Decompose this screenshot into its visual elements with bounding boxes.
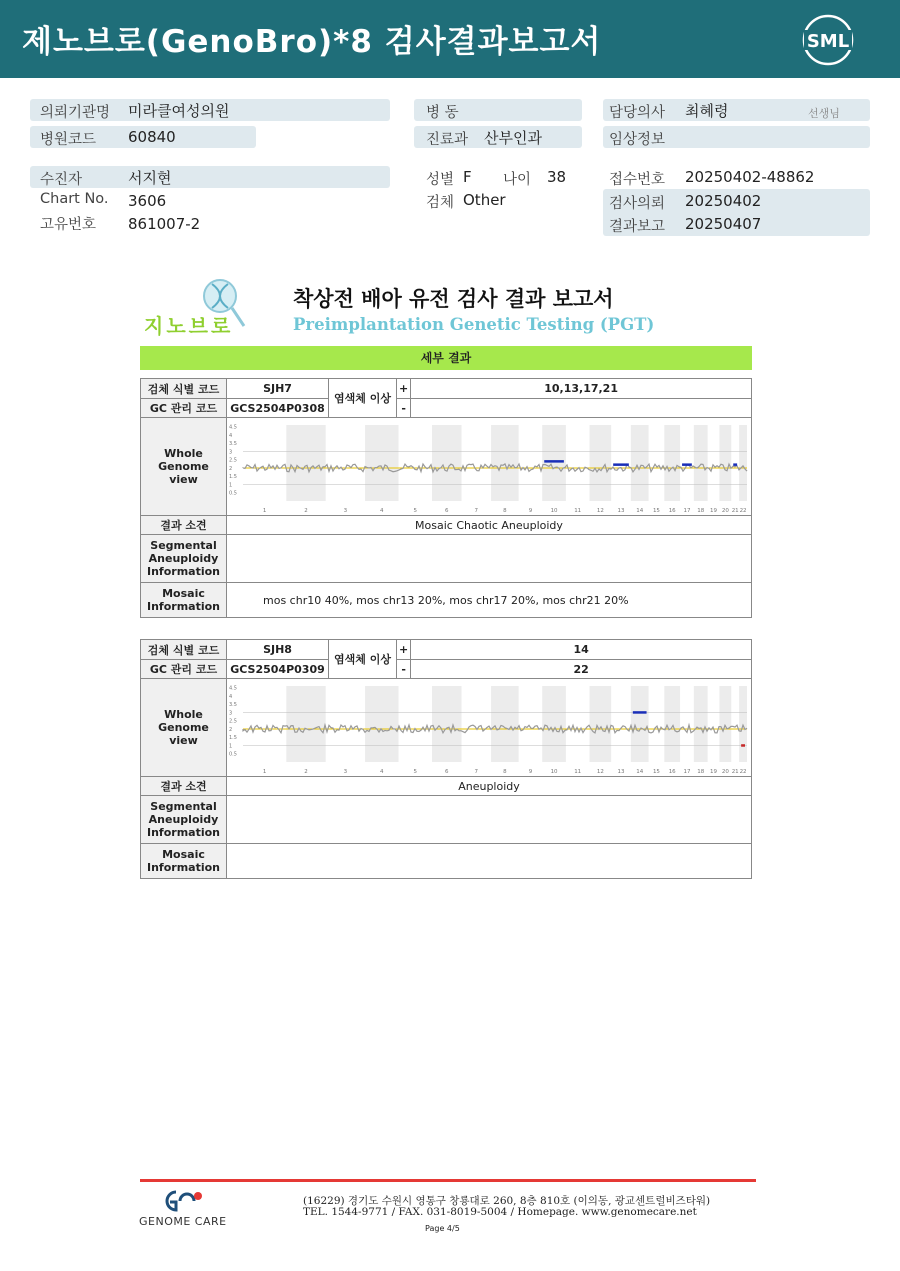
x-tick-label: 15 [652,507,660,514]
chromosome-band [365,686,398,762]
age-value: 38 [547,168,567,186]
x-tick-label: 1 [262,507,267,514]
result-row [141,516,752,535]
y-tick-label: 1.5 [229,473,237,480]
chromosome-band [491,425,519,501]
report-date-value: 20250407 [685,215,762,233]
chromosome-band [432,686,462,762]
sample-table-1 [140,378,752,618]
gc-code-value: GCS2504P0308 [227,399,329,418]
chromosome-band [694,686,708,762]
x-tick-label: 1 [262,768,267,775]
receipt-label: 접수번호 [609,172,666,188]
x-tick-label: 6 [445,507,449,514]
x-tick-label: 7 [474,507,479,514]
x-tick-label: 4 [380,507,384,514]
dept-label: 진료과 [426,132,469,148]
chromosome-band [664,686,680,762]
x-tick-label: 7 [474,768,479,775]
y-tick-label: 3 [229,709,233,716]
sex-value: F [463,168,472,186]
chrom-abn-label: 염색체 이상 [329,379,397,418]
gc-code-row [141,399,752,418]
genome-label: Whole Genome view [141,418,227,516]
y-tick-label: 2.5 [229,457,237,464]
genome-row [141,679,752,777]
sample-code-label: 검체 식별 코드 [141,640,227,660]
y-tick-label: 0.5 [229,751,237,758]
section-header: 세부 결과 [140,346,752,370]
x-tick-label: 20 [721,507,729,514]
x-tick-label: 10 [550,507,558,514]
report-title: 제노브로(GenoBro)*8 검사결과보고서 [22,24,602,60]
plus-label: + [397,640,411,660]
chromosome-band [286,425,325,501]
x-tick-label: 12 [596,507,604,514]
y-tick-label: 1.5 [229,734,237,741]
plus-value: 10,13,17,21 [411,379,752,399]
x-tick-label: 5 [413,768,418,775]
x-tick-label: 16 [668,768,676,775]
header-bar [0,0,900,78]
x-tick-label: 18 [697,507,705,514]
result-label: 결과 소견 [141,777,227,796]
chrom-abn-label: 염색체 이상 [329,640,397,679]
sml-logo-icon [800,12,856,68]
genome-plot-2 [227,680,751,776]
ward-label: 병 동 [426,105,459,121]
request-value: 20250402 [685,192,762,210]
mosaic-value [227,844,752,879]
y-tick-label: 1 [229,481,233,488]
name-box [30,166,390,188]
y-tick-label: 1 [229,742,233,749]
x-tick-label: 2 [304,768,308,775]
x-tick-label: 11 [574,507,582,514]
y-tick-label: 2 [229,726,233,733]
x-tick-label: 8 [503,768,507,775]
x-tick-label: 12 [596,768,604,775]
y-tick-label: 3 [229,448,233,455]
chromosome-band [491,686,519,762]
chromosome-band [739,425,747,501]
y-tick-label: 2 [229,465,233,472]
doctor-value: 최혜령 [685,102,729,120]
x-tick-label: 6 [445,768,449,775]
x-tick-label: 14 [636,768,644,775]
x-tick-label: 19 [710,768,718,775]
minus-label: - [397,660,411,679]
minus-label: - [397,399,411,418]
y-tick-label: 0.5 [229,490,237,497]
result-row [141,777,752,796]
x-tick-label: 4 [380,768,384,775]
x-tick-label: 13 [617,768,625,775]
plus-value: 14 [411,640,752,660]
x-tick-label: 21 [731,768,739,775]
chromosome-band [365,425,398,501]
x-tick-label: 8 [503,507,507,514]
y-tick-label: 3.5 [229,440,237,447]
report-subtitle: Preimplantation Genetic Testing (PGT) [293,315,655,334]
chromosome-band [542,425,566,501]
sample-code-value: SJH7 [227,379,329,399]
x-tick-label: 15 [652,768,660,775]
sample-table-2 [140,639,752,879]
x-tick-label: 13 [617,507,625,514]
genome-care-logo-icon [160,1188,206,1214]
specimen-value: Other [463,191,506,209]
sample-code-label: 검체 식별 코드 [141,379,227,399]
chromosome-band [719,425,731,501]
segmental-value [227,535,752,583]
report-date-label: 결과보고 [609,219,666,235]
mosaic-value: mos chr10 40%, mos chr13 20%, mos chr17 20%, mos chr21 20% [227,583,752,618]
chart-value: 3606 [128,192,167,210]
y-tick-label: 4.5 [229,685,237,692]
gc-code-label: GC 관리 코드 [141,399,227,418]
report-main-title: 착상전 배아 유전 검사 결과 보고서 [293,287,614,311]
x-tick-label: 3 [343,768,348,775]
y-tick-label: 4.5 [229,424,237,431]
sml-logo-text: SML [806,31,850,52]
minus-value [411,399,752,418]
result-label: 결과 소견 [141,516,227,535]
y-tick-label: 4 [229,693,233,700]
x-tick-label: 16 [668,507,676,514]
doctor-suffix: 선생님 [808,107,840,120]
result-value: Aneuploidy [227,777,752,796]
chromosome-band [590,686,612,762]
chromosome-band [694,425,708,501]
mosaic-row [141,583,752,618]
chromosome-band [542,686,566,762]
chromosome-band [286,686,325,762]
name-label: 수진자 [40,172,83,188]
chromosome-band [590,425,612,501]
footer-address: (16229) 경기도 수원시 영통구 창룡대로 260, 8층 810호 (이의동, 광교센트럴비즈타워) [303,1195,711,1207]
segmental-value [227,796,752,844]
doctor-label: 담당의사 [609,105,666,121]
segmental-label: Segmental Aneuploidy Information [141,796,227,844]
genome-label: Whole Genome view [141,679,227,777]
genome-plot-1 [227,419,751,515]
segmental-row [141,535,752,583]
x-tick-label: 21 [731,507,739,514]
chart-label: Chart No. [40,191,109,207]
segmental-row [141,796,752,844]
page-number: Page 4/5 [425,1224,460,1233]
gc-code-row [141,660,752,679]
mosaic-row [141,844,752,879]
id-label: 고유번호 [40,217,97,233]
x-tick-label: 14 [636,507,644,514]
footer-contact: TEL. 1544-9771 / FAX. 031-8019-5004 / Homepage. www.genomecare.net [303,1206,697,1218]
footer-divider [140,1179,756,1182]
chromosome-band [631,425,649,501]
genome-row [141,418,752,516]
dept-value: 산부인과 [484,129,542,147]
gc-code-label: GC 관리 코드 [141,660,227,679]
institution-label: 의뢰기관명 [40,105,111,121]
sample-code-row [141,379,752,399]
y-tick-label: 3.5 [229,701,237,708]
chromosome-band [432,425,462,501]
receipt-value: 20250402-48862 [685,168,815,186]
x-tick-label: 18 [697,768,705,775]
y-tick-label: 2.5 [229,718,237,725]
plus-label: + [397,379,411,399]
genobro-brand-text: 지노브로 [144,314,234,338]
x-tick-label: 20 [721,768,729,775]
sample-code-value: SJH8 [227,640,329,660]
x-tick-label: 11 [574,768,582,775]
chromosome-band [664,425,680,501]
name-value: 서지현 [128,169,172,187]
age-label: 나이 [503,172,532,188]
result-value: Mosaic Chaotic Aneuploidy [227,516,752,535]
request-label: 검사의뢰 [609,196,666,212]
clinical-label: 임상정보 [609,132,666,148]
segmental-label: Segmental Aneuploidy Information [141,535,227,583]
x-tick-label: 5 [413,507,418,514]
genome-plot-cell [227,418,752,516]
chromosome-band [631,686,649,762]
genome-plot-cell [227,679,752,777]
x-tick-label: 2 [304,507,308,514]
institution-value: 미라클여성의원 [128,102,230,120]
x-tick-label: 22 [739,507,747,514]
x-tick-label: 17 [683,768,691,775]
hospital-code-value: 60840 [128,128,176,146]
x-tick-label: 9 [528,507,533,514]
chromosome-band [719,686,731,762]
x-tick-label: 3 [343,507,348,514]
id-value: 861007-2 [128,215,201,233]
minus-value: 22 [411,660,752,679]
x-tick-label: 9 [528,768,533,775]
x-tick-label: 22 [739,768,747,775]
mosaic-label: Mosaic Information [141,844,227,879]
mosaic-label: Mosaic Information [141,583,227,618]
x-tick-label: 17 [683,507,691,514]
gc-code-value: GCS2504P0309 [227,660,329,679]
hospital-code-label: 병원코드 [40,132,97,148]
genome-care-name: GENOME CARE [139,1215,227,1228]
specimen-label: 검체 [426,195,455,211]
x-tick-label: 10 [550,768,558,775]
x-tick-label: 19 [710,507,718,514]
y-tick-label: 4 [229,432,233,439]
sample-code-row [141,640,752,660]
sex-label: 성별 [426,172,455,188]
